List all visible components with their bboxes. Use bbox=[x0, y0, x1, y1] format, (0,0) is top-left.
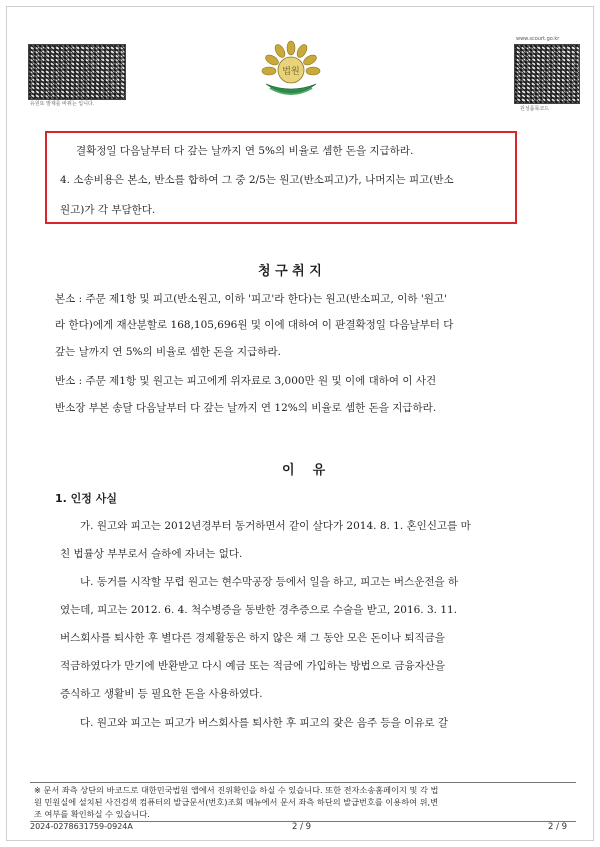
page-number: 2 / 9 bbox=[292, 822, 312, 832]
issue-number: 2024-0278631759-0924A bbox=[30, 822, 133, 831]
box-line-2: 4. 소송비용은 본소, 반소를 합하여 그 중 2/5는 원고(반소피고)가, 나머지는 피고(반소 bbox=[60, 174, 454, 186]
claims-main-line-3: 갚는 날까지 연 5%의 비율로 셈한 돈을 지급하라. bbox=[55, 346, 281, 358]
notice-line-2: 원 민원실에 설치된 사건검색 컴퓨터의 발급문서(번호)조회 메뉴에서 문서 좌측 하단의 발급번호를 이용하여 위,변 bbox=[34, 797, 439, 807]
section-facts-heading: 1. 인정 사실 bbox=[55, 492, 117, 505]
claims-heading: 청 구 취 지 bbox=[258, 264, 322, 279]
claims-counter-line-2: 반소장 부본 송달 다음날부터 다 갚는 날까지 연 12%의 비율로 셈한 돈을 지급하라. bbox=[55, 402, 437, 414]
document-qr-code bbox=[514, 44, 580, 104]
claims-counter-line-1: 반소 : 주문 제1항 및 원고는 피고에게 위자료로 3,000만 원 및 이에 대하여 이 사건 bbox=[55, 375, 437, 387]
box-line-3: 원고)가 각 부담한다. bbox=[60, 204, 156, 216]
fact-b-line-5: 증식하고 생활비 등 필요한 돈을 사용하였다. bbox=[60, 688, 263, 700]
fact-b-line-4: 적금하였다가 만기에 반환받고 다시 예금 또는 적금에 가입하는 방법으로 금융자산을 bbox=[60, 660, 446, 672]
court-url: www.scourt.go.kr bbox=[516, 36, 560, 42]
fact-b-line-1: 나. 동거를 시작할 무렵 원고는 현수막공장 등에서 일을 하고, 피고는 버스운전을 하 bbox=[80, 576, 459, 588]
verification-barcode bbox=[28, 44, 126, 100]
fact-b-line-2: 였는데, 피고는 2012. 6. 4. 척수병증을 동반한 경추증으로 수술을 받고, 2016. 3. 11. bbox=[60, 604, 458, 616]
barcode-caption: 유원또 발제를 바꿔는 입니다. bbox=[30, 101, 95, 107]
notice-line-1: ※ 문서 좌측 상단의 바코드로 대한민국법원 앱에서 진위확인을 하실 수 있습니다. 또한 전자소송홈페이지 및 각 법 bbox=[34, 785, 439, 795]
reasons-heading: 이 유 bbox=[282, 463, 326, 478]
svg-text:법원: 법원 bbox=[282, 67, 300, 77]
fact-a-line-1: 가. 원고와 피고는 2012년경부터 동거하면서 같이 살다가 2014. 8. 1. 혼인신고를 마 bbox=[80, 520, 471, 532]
page-number-right: 2 / 9 bbox=[548, 822, 568, 832]
fact-b-line-3: 버스회사를 퇴사한 후 별다른 경제활동은 하지 않은 채 그 동안 모은 돈이나 퇴직금을 bbox=[60, 632, 445, 644]
notice-line-3: 조 여부를 확인하실 수 있습니다. bbox=[34, 809, 150, 819]
box-line-1: 결확정일 다음날부터 다 갚는 날까지 연 5%의 비율로 셈한 돈을 지급하라. bbox=[76, 145, 414, 157]
fact-c-line-1: 다. 원고와 피고는 피고가 버스회사를 퇴사한 후 피고의 잦은 음주 등을 이유로 갈 bbox=[80, 717, 448, 729]
claims-main-line-1: 본소 : 주문 제1항 및 피고(반소원고, 이하 '피고'라 한다)는 원고(반소피고, 이하 '원고' bbox=[55, 293, 447, 305]
claims-main-line-2: 라 한다)에게 재산분할로 168,105,696원 및 이에 대하여 이 판결확정일 다음날부터 다 bbox=[55, 319, 454, 331]
fact-a-line-2: 친 법률상 부부로서 슬하에 자녀는 없다. bbox=[60, 548, 243, 560]
emblem-label bbox=[264, 42, 318, 94]
qr-caption: 원성품목코드 bbox=[520, 106, 549, 112]
